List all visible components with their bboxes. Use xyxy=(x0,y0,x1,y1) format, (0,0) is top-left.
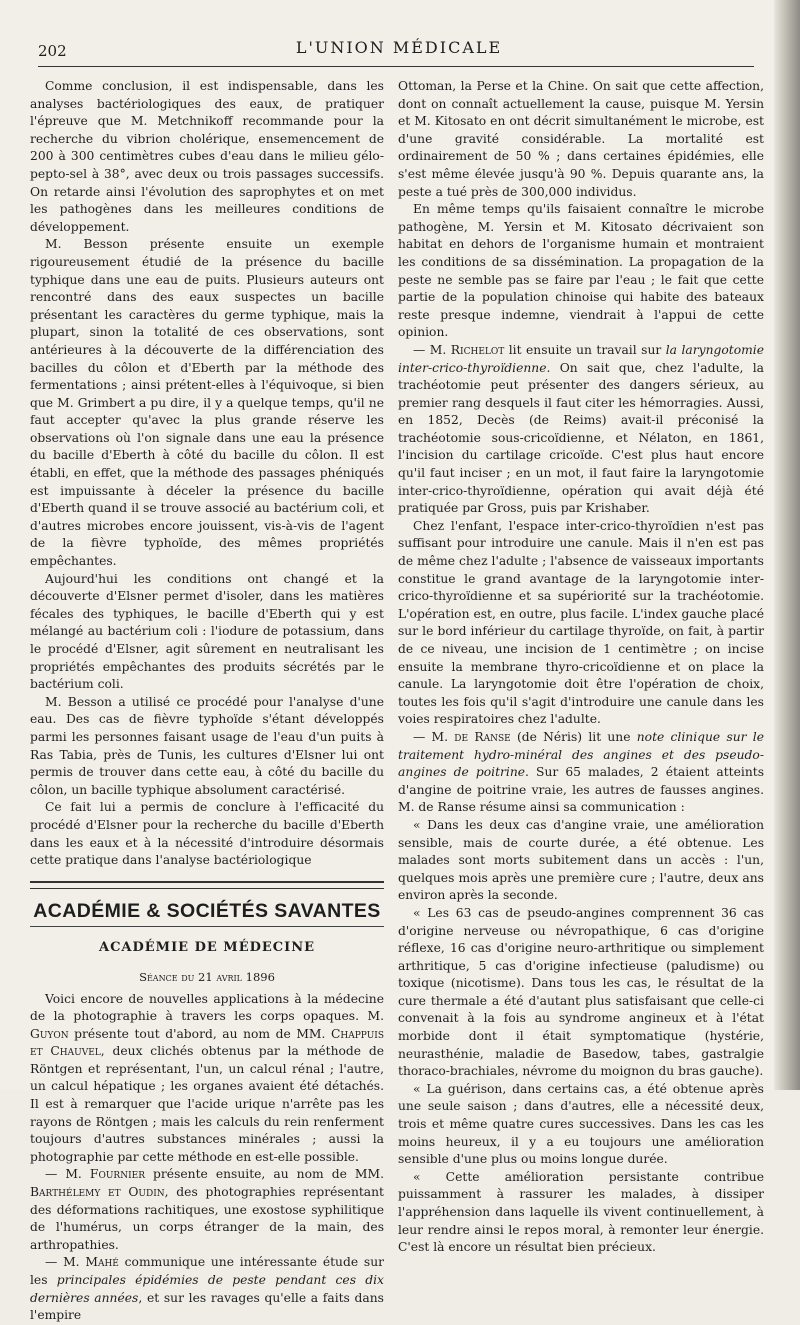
paragraph: Ce fait lui a permis de conclure à l'efficacité du procédé d'Elsner pour la recherche du bacille d'Eberth dans les eaux et à la nécessité d'introduire désormais cette pratique dans l'analyse bactériologique xyxy=(30,800,384,868)
page-spine-shadow xyxy=(774,0,800,1090)
header-rule xyxy=(38,66,754,67)
right-column xyxy=(398,78,764,1257)
paragraph: « La guérison, dans certains cas, a été obtenue après une seule saison ; dans d'autres, elle a nécessité deux, trois et même quatre cures successives. Dans les cas les moins heureux, il y a eu toujours une amélioration sensible d'une plus ou moins longue durée. xyxy=(398,1081,764,1167)
text-run: présente tout d'abord, au nom de MM. xyxy=(74,1026,326,1041)
paragraph xyxy=(30,1166,384,1254)
italic-title: note clinique sur le traitement hydro-minéral des angines et des pseudo-angines de poitrine xyxy=(398,729,764,780)
italic-title: principales épidémies de peste pendant ces dix dernières années xyxy=(30,1273,384,1305)
paragraph xyxy=(30,991,384,1167)
text-run: . On sait que, chez l'adulte, la trachéotomie peut présenter des dangers sérieux, au premier rang desquels il faut citer les hémorragies. Aussi, en 1852, Decès (de Reims) avait-il préconisé la trachéotomie sous-cricoïdienne, et Nélaton, en 1861, l'incision du cartilage cricoïde. C'est plus haut encore qu'il faut inciser ; en un mot, il faut faire la laryngotomie inter-crico-thyroïdienne, opération qui avait déjà été pratiquée par Gross, puis par Krishaber. xyxy=(398,360,764,516)
paragraph: M. Besson présente ensuite un exemple rigoureusement étudié de la présence du bacille typhique dans une eau de puits. Plusieurs auteurs ont rencontré dans des eaux suspectes un bacille présentant les caractères du germe typhique, mais la plupart, sinon la totalité de ces observations, sont antérieures à la découverte de la différenciation des bacilles du côlon et d'Eberth par la méthode des fermentations ; ainsi prétent-elles à l'équivoque, si bien que M. Grimbert a pu dire, il y a quelque temps, qu'il ne faut accepter qu'avec la plus grande réserve les observations où l'on signale dans une eau la présence du bacille d'Eberth à côté du bacille du côlon. Il est établi, en effet, que la méthode des passages phéniqués est impuissante à déceler la présence du bacille d'Eberth quand il se trouve associé au bactérium coli, et d'autres microbes encore jouissent, vis-à-vis de l'agent de la fièvre typhoïde, des mêmes propriétés empêchantes. xyxy=(30,237,384,569)
text-run: , des photographies représentant des déformations rachitiques, une exostose syphilitique de l'humérus, un corps étranger de la main, des arthropathies. xyxy=(30,1185,385,1252)
author-name: Fournier xyxy=(89,1167,145,1182)
paragraph: Chez l'enfant, l'espace inter-crico-thyroïdien n'est pas suffisant pour introduire une canule. Mais il n'en est pas de même chez l'adulte ; l'absence de vaisseaux importants constitue le grand avantage de la laryngotomie inter-crico-thyroïdienne et sa supériorité sur la trachéotomie. L'opération est, en outre, plus facile. L'index gauche placé sur le bord inférieur du cartilage thyroïde, on fait, à partir de ce niveau, une incision de 1 centimètre ; on incise ensuite la membrane thyro-cricoïdienne et on place la canule. La laryngotomie doit être l'opération de choix, toutes les fois qu'il s'agit d'introduire une canule dans les voies respiratoires chez l'adulte. xyxy=(398,518,764,727)
journal-title: L'UNION MÉDICALE xyxy=(295,38,503,57)
author-name: Mahé xyxy=(85,1255,119,1270)
text-run: (de Néris) lit une xyxy=(516,729,631,744)
paragraph xyxy=(398,342,764,518)
author-name: de Ranse xyxy=(454,729,511,744)
text-run: présente ensuite, au nom de MM. xyxy=(153,1167,385,1182)
page-number: 202 xyxy=(38,42,67,60)
text-run: lit ensuite un travail sur xyxy=(508,342,662,357)
section-divider xyxy=(30,881,384,889)
session-date-value: 21 avril 1896 xyxy=(198,969,275,984)
author-name: Guyon xyxy=(30,1026,69,1041)
left-column xyxy=(30,78,384,1325)
paragraph: « Cette amélioration persistante contribue puissamment à rassurer les malades, à dissiper l'appréhension dans laquelle ils vivent continuellement, à leur rendre ainsi le repos moral, à remonter leur énergie. C'est là encore un résultat bien précieux. xyxy=(398,1169,764,1255)
text-run: , deux clichés obtenus par la méthode de Röntgen et représentant, l'un, un calcul rénal ; l'autre, un calcul hépatique ; les organes avaient été détachés. Il est à remarquer que l'acide urique n'arrête pas les rayons de Röntgen ; mais les calculs du rein renferment toujours d'autres substances minérales ; aussi la photographie par cette méthode en est-elle possible. xyxy=(30,1044,384,1164)
text-run: — M. xyxy=(45,1167,82,1182)
paragraph: Comme conclusion, il est indispensable, dans les analyses bactériologiques des eaux, de pratiquer l'épreuve que M. Metchnikoff recommande pour la recherche du vibrion cholérique, ensemencement de 200 à 300 centimètres cubes d'eau dans le milieu gélo-pepto-sel à 38°, avec deux ou trois passages successifs. On retarde ainsi l'évolution des saprophytes et on met les pathogènes dans les meilleures conditions de développement. xyxy=(30,79,384,234)
text-run: — M. xyxy=(413,729,449,744)
author-name: Chappuis et Chauvel xyxy=(30,1026,385,1059)
author-name: Richelot xyxy=(450,342,505,357)
section-heading: ACADÉMIE & SOCIÉTÉS SAVANTES xyxy=(33,899,381,922)
paragraph: M. Besson a utilisé ce procédé pour l'analyse d'une eau. Des cas de fièvre typhoïde s'étant développés parmi les personnes faisant usage de l'eau d'un puits à Ras Tabia, près de Tunis, les cultures d'Elsner lui ont permis de trouver dans cette eau, à côté du bacille du côlon, un bacille typhique absolument caractérisé. xyxy=(30,694,384,797)
text-run: communique une intéressante étude sur les xyxy=(30,1255,385,1287)
text-run: — M. xyxy=(45,1255,80,1270)
text-run: — M. xyxy=(413,342,447,357)
paragraph: « Les 63 cas de pseudo-angines comprennent 36 cas d'origine nerveuse ou névropathique, 6 cas d'origine réflexe, 16 cas d'origine neuro-arthritique ou simplement arthritique, 5 cas d'origine infectieuse (paludisme) ou toxique (nicotisme). Dans tous les cas, le résultat de la cure thermale a été d'autant plus satisfaisant que celle-ci convenait à la fois au syndrome angineux et à l'état morbide dont il était symptomatique (hystérie, neurasthénie, maladie de Basedow, tabes, gastralgie thoraco-brachiales, névrome du moignon du bras gauche). xyxy=(398,905,764,1079)
session-label: Séance du xyxy=(139,969,195,984)
paragraph: En même temps qu'ils faisaient connaître le microbe pathogène, M. Yersin et M. Kitosato décrivaient son habitat en dehors de l'organisme humain et montraient les conditions de sa dissémination. La propagation de la peste ne semble pas se faire par l'eau ; le fait que cette partie de la population chinoise qui habite des bateaux reste presque indemne, viendrait à l'appui de cette opinion. xyxy=(398,202,764,340)
section-rule xyxy=(30,926,384,927)
subsection-heading: ACADÉMIE DE MÉDECINE xyxy=(98,940,315,956)
paragraph: « Dans les deux cas d'angine vraie, une amélioration sensible, mais de courte durée, a été obtenue. Les malades sont morts subitement dans un accès : l'un, quelques mois après une première cure ; l'autre, deux ans environ après la seconde. xyxy=(398,817,764,903)
paragraph: Aujourd'hui les conditions ont changé et la découverte d'Elsner permet d'isoler, dans les matières fécales des typhiques, le bacille d'Eberth qui y est mélangé au bactérium coli : l'iodure de potassium, dans le procédé d'Elsner, agit sûrement en neutralisant les propriétés empêchantes des produits sécrétés par le bactérium coli. xyxy=(30,571,384,692)
session-date xyxy=(30,969,384,987)
italic-title: la laryngotomie inter-crico-thyroïdienne xyxy=(398,342,764,375)
paragraph: Ottoman, la Perse et la Chine. On sait que cette affection, dont on connaît actuellement la cause, puisque M. Yersin et M. Kitosato en ont décrit simultanément le microbe, est d'une gravité considérable. La mortalité est ordinairement de 50 % ; dans certaines épidémies, elle s'est même élevée jusqu'à 90 %. Depuis quarante ans, la peste a tué près de 300,000 individus. xyxy=(398,79,764,199)
running-header xyxy=(38,36,760,60)
author-name: Barthélemy et Oudin xyxy=(30,1185,165,1200)
paragraph xyxy=(398,729,764,817)
text-run: Voici encore de nouvelles applications à la médecine de la photographie à travers les corps opaques. M. xyxy=(30,991,384,1024)
paragraph xyxy=(30,1254,384,1324)
text-run: , et sur les ravages qu'elle a faits dans l'empire xyxy=(30,1290,384,1323)
text-run: . Sur 65 malades, 2 étaient atteints d'angine de poitrine vraie, les autres de fausses angines. M. de Ranse résume ainsi sa communication : xyxy=(398,765,764,815)
